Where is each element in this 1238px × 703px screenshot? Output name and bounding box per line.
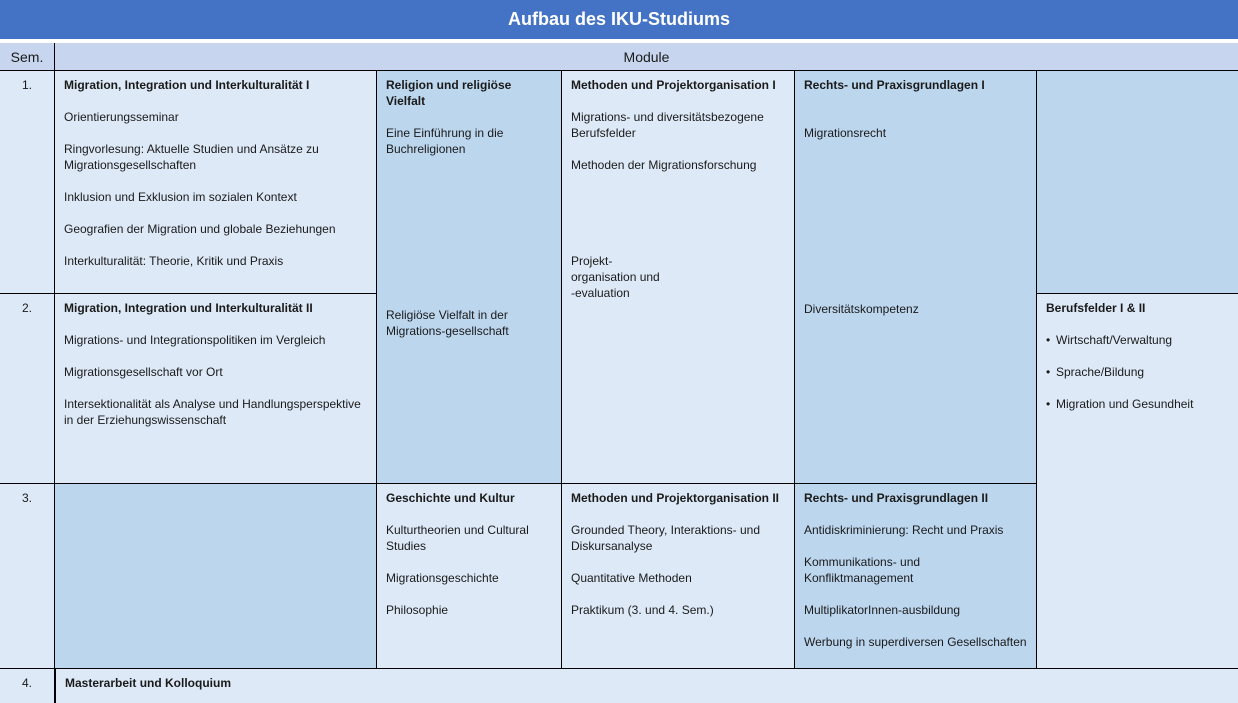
module-recht-1 <box>795 71 1037 484</box>
module-religion <box>377 71 562 484</box>
module-heading: Rechts- und Praxisgrundlagen II <box>804 491 989 505</box>
module-item: Migrationsgesellschaft vor Ort <box>64 365 223 379</box>
list-item: • Sprache/Bildung <box>1046 364 1230 380</box>
module-item: Philosophie <box>386 603 449 617</box>
semester-number: 2. <box>0 294 55 484</box>
page-title: Aufbau des IKU-Studiums <box>0 0 1238 39</box>
module-item: Migrations- und diversitätsbezogene Berufsfelder <box>571 110 764 140</box>
module-item: MultiplikatorInnen-ausbildung <box>804 603 961 617</box>
semester-number: 4. <box>0 669 55 703</box>
semester-number: 1. <box>0 71 55 294</box>
module-item: Kulturtheorien und Cultural Studies <box>386 523 529 553</box>
module-item: Antidiskriminierung: Recht und Praxis <box>804 523 1004 537</box>
module-item: Diversitätskompetenz <box>804 302 919 316</box>
module-item: Intersektionalität als Analyse und Handlungsperspektive in der Erziehungswissenschaft <box>64 397 361 427</box>
module-item: Eine Einführung in die Buchreligionen <box>386 126 504 156</box>
module-item: Interkulturalität: Theorie, Kritik und Praxis <box>64 254 284 268</box>
module-geschichte <box>377 484 562 669</box>
module-item: Methoden der Migrationsforschung <box>571 158 757 172</box>
empty-cell <box>55 484 377 669</box>
module-item: Werbung in superdiversen Gesellschaften <box>804 635 1027 649</box>
semester-column-header: Sem. <box>0 43 55 71</box>
module-item: Ringvorlesung: Aktuelle Studien und Ansätze zu Migrationsgesellschaften <box>64 142 319 172</box>
module-migration-1 <box>55 71 377 294</box>
module-item: Geografien der Migration und globale Beziehungen <box>64 222 336 236</box>
empty-cell <box>1037 71 1238 294</box>
semester-number: 3. <box>0 484 55 669</box>
module-migration-2 <box>55 294 377 484</box>
module-item: Migrationsrecht <box>804 126 887 140</box>
module-heading: Geschichte und Kultur <box>386 491 515 505</box>
modules-column-header: Module <box>55 43 1238 71</box>
module-item: Quantitative Methoden <box>571 571 692 585</box>
module-item: Projekt- organisation und -evaluation <box>571 254 660 300</box>
module-heading: Methoden und Projektorganisation I <box>571 78 776 92</box>
module-heading: Migration, Integration und Interkulturalität II <box>64 301 313 315</box>
module-heading: Religion und religiöse Vielfalt <box>386 78 512 108</box>
module-heading: Rechts- und Praxisgrundlagen I <box>804 78 985 92</box>
module-heading: Masterarbeit und Kolloquium <box>65 676 232 690</box>
module-item: Praktikum (3. und 4. Sem.) <box>571 603 714 617</box>
module-heading: Migration, Integration und Interkulturalität I <box>64 78 310 92</box>
list-item: • Migration und Gesundheit <box>1046 396 1230 412</box>
module-item: Migrationsgeschichte <box>386 571 499 585</box>
module-berufsfelder <box>1037 294 1238 669</box>
module-heading: Methoden und Projektorganisation II <box>571 491 780 505</box>
module-heading: Berufsfelder I & II <box>1046 301 1146 315</box>
list-item: • Wirtschaft/Verwaltung <box>1046 332 1230 348</box>
module-item: Kommunikations- und Konfliktmanagement <box>804 555 921 585</box>
module-item: Religiöse Vielfalt in der Migrations-gesellschaft <box>386 308 509 338</box>
module-item: Inklusion und Exklusion im sozialen Kontext <box>64 190 297 204</box>
module-item: Orientierungsseminar <box>64 110 179 124</box>
module-item: Migrations- und Integrationspolitiken im Vergleich <box>64 333 326 347</box>
module-methoden-2 <box>562 484 795 669</box>
module-masterarbeit <box>55 669 1238 703</box>
module-item: Grounded Theory, Interaktions- und Diskursanalyse <box>571 523 760 553</box>
module-methoden-1 <box>562 71 795 484</box>
berufsfelder-list <box>1046 332 1230 412</box>
module-recht-2 <box>795 484 1037 669</box>
